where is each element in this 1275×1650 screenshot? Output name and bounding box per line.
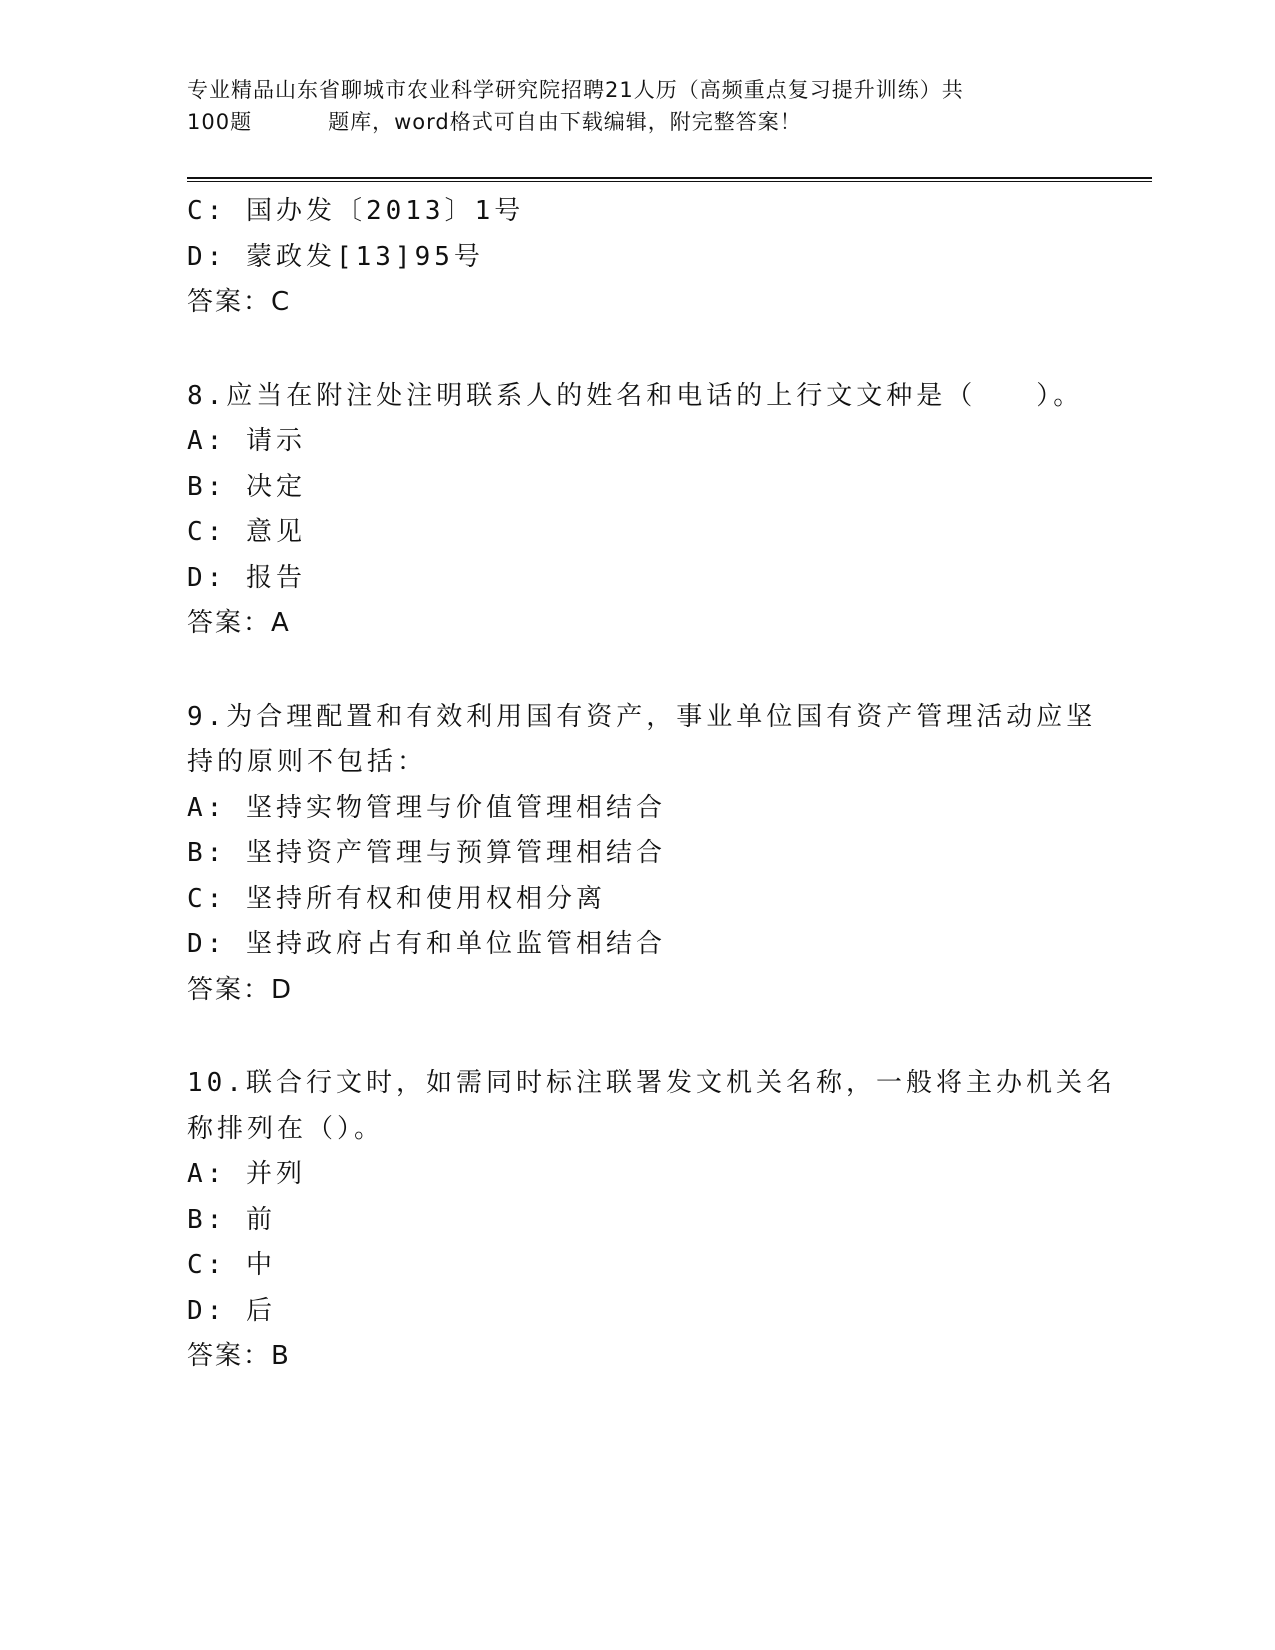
option-c: C: 坚持所有权和使用权相分离 bbox=[187, 883, 606, 914]
answer-line: 答案：B bbox=[187, 1341, 291, 1371]
answer-line: 答案：A bbox=[187, 608, 291, 638]
header-rule-thin bbox=[187, 181, 1152, 182]
header-description: 题库，word格式可自由下载编辑，附完整答案！ bbox=[328, 110, 802, 134]
option-b: B: 前 bbox=[187, 1204, 276, 1235]
option-c: C: 国办发〔2013〕1号 bbox=[187, 196, 525, 226]
option-b: B: 决定 bbox=[187, 471, 306, 502]
option-d: D: 坚持政府占有和单位监管相结合 bbox=[187, 929, 666, 959]
option-a: A: 并列 bbox=[187, 1159, 306, 1189]
question-content bbox=[187, 189, 1116, 1380]
option-c: C: 意见 bbox=[187, 517, 306, 547]
question-stem-line-1: 10.联合行文时，如需同时标注联署发文机关名称，一般将主办机关名 bbox=[187, 1068, 1116, 1098]
header-title-line-1: 专业精品山东省聊城市农业科学研究院招聘21人历（高频重点复习提升训练）共 bbox=[187, 78, 964, 102]
question-stem: 8.应当在附注处注明联系人的姓名和电话的上行文文种是（ ）。 bbox=[187, 380, 1084, 411]
question-stem-line-2: 称排列在（）。 bbox=[187, 1113, 385, 1144]
question-stem-line-1: 9.为合理配置和有效利用国有资产，事业单位国有资产管理活动应坚 bbox=[187, 701, 1097, 732]
answer-line: 答案：C bbox=[187, 287, 292, 317]
option-d: D: 蒙政发[13]95号 bbox=[187, 241, 484, 272]
option-a: A: 坚持实物管理与价值管理相结合 bbox=[187, 792, 666, 823]
option-c: C: 中 bbox=[187, 1250, 276, 1280]
question-8 bbox=[187, 374, 1087, 647]
option-d: D: 报告 bbox=[187, 562, 306, 593]
question-stem-line-2: 持的原则不包括： bbox=[187, 747, 428, 777]
question-9 bbox=[187, 695, 1097, 1014]
header-title-line-2 bbox=[187, 106, 1087, 138]
option-b: B: 坚持资产管理与预算管理相结合 bbox=[187, 838, 666, 868]
answer-line: 答案：D bbox=[187, 974, 294, 1005]
previous-question-tail bbox=[187, 189, 1087, 326]
option-d: D: 后 bbox=[187, 1295, 276, 1326]
option-a: A: 请示 bbox=[187, 426, 306, 456]
question-10 bbox=[187, 1061, 1116, 1380]
header-question-count: 100题 bbox=[187, 110, 253, 134]
header-rule-thick bbox=[187, 177, 1152, 179]
page-header bbox=[187, 74, 1087, 138]
